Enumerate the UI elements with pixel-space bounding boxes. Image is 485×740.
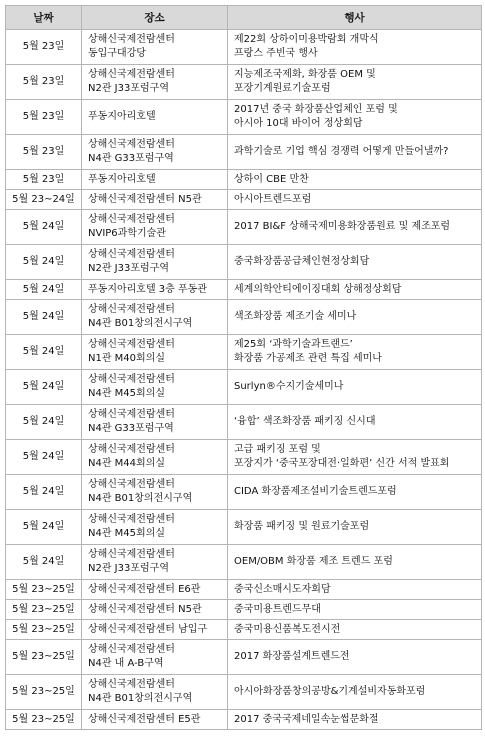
place-cell <box>82 580 228 600</box>
date-cell: 5월 24일 <box>6 280 82 300</box>
table-row <box>6 510 482 545</box>
date-cell: 5월 23~25일 <box>6 580 82 600</box>
event-text-line: 색조화장품 제조기술 세미나 <box>234 311 357 322</box>
place-cell <box>82 335 228 370</box>
table-row <box>6 580 482 600</box>
event-text-line: Surlyn®수지기술세미나 <box>234 381 344 392</box>
event-text-line: 아시아트렌드포럼 <box>234 193 312 205</box>
event-cell <box>228 545 482 580</box>
event-text-line: 중국신소매시도자회담 <box>234 583 331 595</box>
event-text-line: 2017 중국국제네일속눈썹문화절 <box>234 713 379 725</box>
event-cell <box>228 620 482 640</box>
place-cell <box>82 675 228 710</box>
place-text-line: N4관 G33포럼구역 <box>88 153 174 164</box>
date-cell: 5월 23~25일 <box>6 710 82 730</box>
place-text-line: 상해신국제전람센터 <box>88 644 175 655</box>
event-text-line: 프랑스 주빈국 행사 <box>234 48 318 59</box>
event-text-line: OEM/OBM 화장품 제조 트렌드 포럼 <box>234 556 393 567</box>
table-row <box>6 440 482 475</box>
table-row <box>6 100 482 135</box>
event-text-line: 상하이 CBE 만찬 <box>234 173 309 185</box>
event-text-line: 중국미용트렌드무대 <box>234 603 321 615</box>
table-row <box>6 545 482 580</box>
table-row <box>6 30 482 65</box>
table-row <box>6 710 482 730</box>
event-cell <box>228 300 482 335</box>
date-cell: 5월 23일 <box>6 100 82 135</box>
place-cell <box>82 405 228 440</box>
place-cell <box>82 370 228 405</box>
event-text-line: 제22회 상하이미용박람회 개막식 <box>234 34 379 45</box>
event-text-line: 아시아 10대 바이어 정상회담 <box>234 118 363 129</box>
date-cell: 5월 23일 <box>6 135 82 170</box>
table-row <box>6 620 482 640</box>
place-text-line: 상해신국제전람센터 N5관 <box>88 193 202 205</box>
event-cell <box>228 210 482 245</box>
date-cell: 5월 24일 <box>6 210 82 245</box>
table-row <box>6 335 482 370</box>
place-text-line: 상해신국제전람센터 <box>88 444 175 455</box>
date-cell: 5월 23일 <box>6 65 82 100</box>
place-text-line: N4관 M45회의실 <box>88 528 166 539</box>
event-cell <box>228 30 482 65</box>
table-row <box>6 135 482 170</box>
place-cell <box>82 245 228 280</box>
table-row <box>6 640 482 675</box>
place-cell <box>82 210 228 245</box>
place-text-line: 상해신국제전람센터 <box>88 514 175 525</box>
table-row <box>6 675 482 710</box>
date-cell: 5월 23~25일 <box>6 600 82 620</box>
event-text-line: 아시아화장품창의공방&기계설비자동화포럼 <box>234 686 426 697</box>
place-text-line: N4관 B01창의전시구역 <box>88 318 193 329</box>
event-text-line: 세계의학안티에이징대회 상해정상회담 <box>234 283 402 295</box>
place-text-line: 푸동지아리호텔 <box>88 111 156 122</box>
place-text-line: N4관 내 A-B구역 <box>88 658 164 669</box>
place-text-line: 상해신국제전람센터 남입구 <box>88 623 208 635</box>
event-text-line: 제25회 ‘과학기술과트랜드’ <box>234 339 353 350</box>
event-cell <box>228 65 482 100</box>
event-cell <box>228 510 482 545</box>
place-text-line: 상해신국제전람센터 N5관 <box>88 603 202 615</box>
schedule-table-container <box>5 5 481 730</box>
event-cell <box>228 135 482 170</box>
table-row <box>6 190 482 210</box>
event-cell <box>228 245 482 280</box>
date-cell: 5월 24일 <box>6 335 82 370</box>
event-cell <box>228 640 482 675</box>
date-cell: 5월 24일 <box>6 475 82 510</box>
place-text-line: N4관 B01창의전시구역 <box>88 493 193 504</box>
event-text-line: 지능제조국제화, 화장품 OEM 및 <box>234 69 376 80</box>
table-row <box>6 370 482 405</box>
place-text-line: 상해신국제전람센터 <box>88 339 175 350</box>
place-cell <box>82 190 228 210</box>
event-cell <box>228 170 482 190</box>
event-cell <box>228 675 482 710</box>
place-cell <box>82 135 228 170</box>
place-cell <box>82 65 228 100</box>
event-cell <box>228 190 482 210</box>
event-cell <box>228 100 482 135</box>
place-text-line: 상해신국제전람센터 <box>88 139 175 150</box>
event-text-line: 화장품 패키징 및 원료기술포럼 <box>234 521 370 532</box>
table-row <box>6 280 482 300</box>
table-row <box>6 600 482 620</box>
place-cell <box>82 475 228 510</box>
table-header-row <box>6 6 482 30</box>
place-text-line: 상해신국제전람센터 <box>88 479 175 490</box>
place-text-line: 푸동지아리호텔 3층 푸동관 <box>88 283 207 295</box>
place-text-line: 상해신국제전람센터 <box>88 34 175 45</box>
place-cell <box>82 545 228 580</box>
place-cell <box>82 170 228 190</box>
event-cell <box>228 405 482 440</box>
place-cell <box>82 620 228 640</box>
place-text-line: N4관 M45회의실 <box>88 388 166 399</box>
place-text-line: N2관 J33포럼구역 <box>88 83 169 94</box>
place-text-line: 상해신국제전람센터 <box>88 214 175 225</box>
place-text-line: 상해신국제전람센터 E5관 <box>88 713 201 725</box>
table-row <box>6 210 482 245</box>
place-text-line: 상해신국제전람센터 <box>88 249 175 260</box>
event-text-line: 포장지가 ‘중국포장대전·일화편’ 신간 서적 발표회 <box>234 458 450 469</box>
date-cell: 5월 23~25일 <box>6 675 82 710</box>
place-text-line: 상해신국제전람센터 <box>88 409 175 420</box>
place-column-header: 장소 <box>82 6 228 30</box>
table-row <box>6 300 482 335</box>
table-row <box>6 65 482 100</box>
place-cell <box>82 510 228 545</box>
date-cell: 5월 24일 <box>6 545 82 580</box>
place-text-line: 상해신국제전람센터 <box>88 374 175 385</box>
place-text-line: 상해신국제전람센터 <box>88 679 175 690</box>
event-cell <box>228 280 482 300</box>
event-text-line: 중국미용신품복도전시전 <box>234 623 341 635</box>
place-cell <box>82 280 228 300</box>
place-cell <box>82 300 228 335</box>
event-cell <box>228 580 482 600</box>
event-text-line: 중국화장품공급체인현정상회담 <box>234 256 370 267</box>
table-body <box>6 30 482 730</box>
event-cell <box>228 600 482 620</box>
place-cell <box>82 30 228 65</box>
date-cell: 5월 24일 <box>6 245 82 280</box>
date-cell: 5월 23~25일 <box>6 640 82 675</box>
date-cell: 5월 24일 <box>6 440 82 475</box>
table-row <box>6 405 482 440</box>
place-cell <box>82 640 228 675</box>
event-text-line: 고급 패키징 포럼 및 <box>234 444 321 455</box>
place-text-line: N2관 J33포럼구역 <box>88 563 169 574</box>
event-text-line: 화장품 가공제조 관련 특집 세미나 <box>234 353 382 364</box>
event-text-line: 2017 BI&F 상해국제미용화장품원료 및 제조포럼 <box>234 221 451 232</box>
event-text-line: 2017 화장품설계트렌드전 <box>234 651 350 662</box>
place-text-line: N4관 M44회의실 <box>88 458 166 469</box>
event-column-header: 행사 <box>228 6 482 30</box>
table-row <box>6 475 482 510</box>
place-text-line: 상해신국제전람센터 <box>88 549 175 560</box>
table-row <box>6 245 482 280</box>
place-cell <box>82 440 228 475</box>
place-text-line: N1관 M40회의실 <box>88 353 166 364</box>
date-cell: 5월 24일 <box>6 405 82 440</box>
place-text-line: N4관 G33포럼구역 <box>88 423 174 434</box>
date-cell: 5월 24일 <box>6 300 82 335</box>
place-text-line: 상해신국제전람센터 <box>88 304 175 315</box>
event-text-line: CIDA 화장품제조설비기술트렌드포럼 <box>234 486 397 497</box>
place-text-line: 푸동지아리호텔 <box>88 173 156 185</box>
event-text-line: ‘융합’ 색조화장품 패키징 신시대 <box>234 416 376 427</box>
place-text-line: NVIP6과학기술관 <box>88 228 166 239</box>
place-text-line: N4관 B01창의전시구역 <box>88 693 193 704</box>
place-text-line: 동입구대강당 <box>88 48 146 59</box>
date-column-header: 날짜 <box>6 6 82 30</box>
date-cell: 5월 24일 <box>6 510 82 545</box>
date-cell: 5월 23~24일 <box>6 190 82 210</box>
place-text-line: 상해신국제전람센터 <box>88 69 175 80</box>
table-row <box>6 170 482 190</box>
date-cell: 5월 24일 <box>6 370 82 405</box>
event-text-line: 2017년 중국 화장품산업체인 포럼 및 <box>234 104 398 115</box>
date-cell: 5월 23~25일 <box>6 620 82 640</box>
event-cell <box>228 370 482 405</box>
place-text-line: N2관 J33포럼구역 <box>88 263 169 274</box>
event-text-line: 과학기술로 기업 핵심 경쟁력 어떻게 만들어낼까? <box>234 146 449 157</box>
place-text-line: 상해신국제전람센터 E6관 <box>88 583 201 595</box>
event-cell <box>228 440 482 475</box>
event-cell <box>228 475 482 510</box>
event-schedule-table <box>5 5 482 730</box>
place-cell <box>82 100 228 135</box>
date-cell: 5월 23일 <box>6 30 82 65</box>
event-text-line: 포장기계원료기술포럼 <box>234 83 331 94</box>
place-cell <box>82 600 228 620</box>
event-cell <box>228 335 482 370</box>
event-cell <box>228 710 482 730</box>
place-cell <box>82 710 228 730</box>
date-cell: 5월 23일 <box>6 170 82 190</box>
